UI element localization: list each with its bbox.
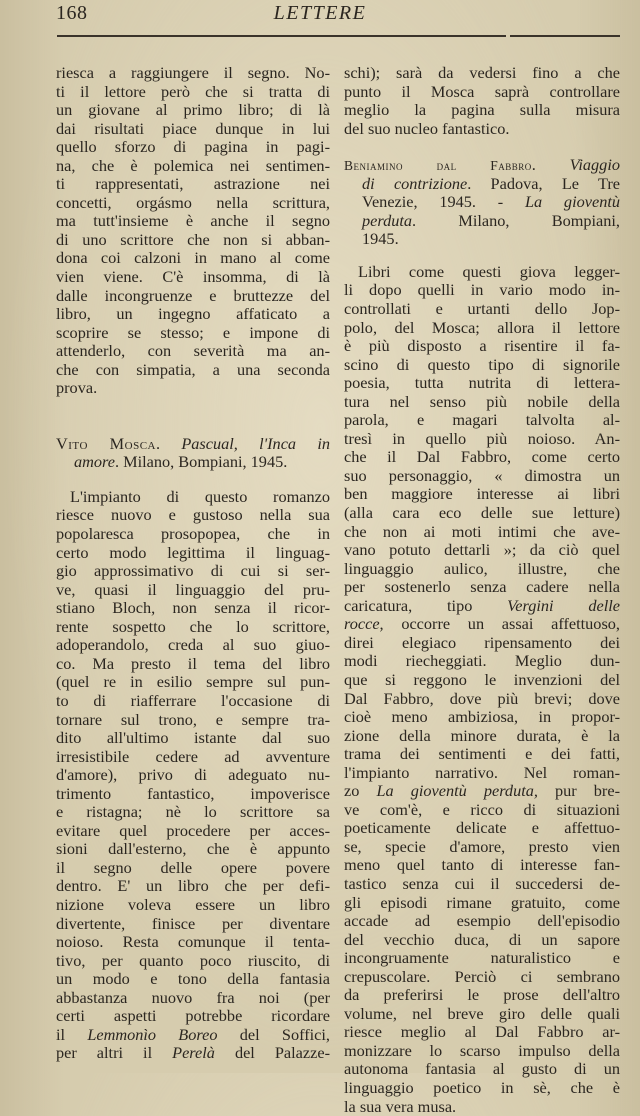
text: il <box>56 1024 88 1044</box>
text-line: incongruamente naturalistico e <box>344 948 620 968</box>
text-line: zione della minore durata, è la <box>344 725 620 745</box>
text-line: meglio la pagina sulla misura <box>344 100 620 120</box>
text-line: (alla cara eco delle sue letture) <box>344 503 620 523</box>
text-line: dai risultati piace dunque in lui <box>56 118 330 138</box>
left-para1 <box>56 64 330 398</box>
text-line: prova. <box>56 378 98 398</box>
text-line-gioventu <box>344 782 620 801</box>
spacer <box>344 138 620 156</box>
review-author: Beniamino dal Fabbro <box>344 158 532 174</box>
spacer <box>56 472 330 488</box>
text-line: linguaggio aulico, illustre, che <box>344 558 620 578</box>
heading-line <box>344 212 620 231</box>
text-line: Dal Fabbro, dove più brevi; dove <box>344 688 620 708</box>
text-line: scoprire se stesso; e impone di <box>56 322 330 342</box>
text-line: gli episodi rimane gratuito, come <box>344 892 620 912</box>
text-line: di uno scrittore che non si abban- <box>56 229 330 249</box>
text-line: modi riecheggiati. Meglio dun- <box>344 651 620 671</box>
text-line: nizione voleva essere un libro <box>56 894 330 914</box>
text-line: concetti, orgásmo nella scrittura, <box>56 192 330 212</box>
text-line: trama dei sentimenti e dei fatti, <box>344 744 620 764</box>
text-line: ma tutt'insieme è anche il segno <box>56 211 330 231</box>
spacer <box>344 249 620 263</box>
punct: . <box>412 210 459 230</box>
text-line: riesce meglio al Dal Fabbro ar- <box>344 1022 620 1042</box>
text-line: rente sospetto che lo scrittore, <box>56 616 330 636</box>
review-publication: Padova, Le Tre <box>490 173 620 193</box>
punct: . <box>467 173 491 193</box>
text-line: il segno delle opere povere <box>56 857 330 877</box>
text-line: da preferirsi le prose dell'altro <box>344 985 620 1005</box>
text-line: per sostenerlo senza cadere nella <box>344 577 620 597</box>
punct: . <box>115 452 124 472</box>
book-title: La gioventù perduta, <box>376 781 538 801</box>
review-title: Viaggio <box>569 155 620 175</box>
right-column <box>344 64 620 1116</box>
text-line: punto il Mosca saprà controllare <box>344 81 620 101</box>
text-line: trimento fantastico, impoverisce <box>56 783 330 803</box>
text-line: polo, del Mosca; allora il lettore <box>344 317 620 337</box>
review-heading-dal-fabbro <box>344 156 620 249</box>
header-rule-right <box>510 35 620 37</box>
text-line: certo modo legittima il linguag- <box>56 542 330 562</box>
book-title: Lemmonìo Boreo <box>87 1024 218 1044</box>
left-column <box>56 64 330 1063</box>
text-line: direi elegiaco ripensamento dei <box>344 632 620 652</box>
text-line: dalle incongruenze e bruttezze del <box>56 285 330 305</box>
text-line-rocce <box>344 615 620 634</box>
review-publication: Venezie, 1945. - <box>362 192 504 212</box>
text-line: d'amore), privo di adeguato nu- <box>56 765 330 785</box>
text-line: tornare sul trono, e sempre tra- <box>56 709 330 729</box>
text-line: Libri come questi giova legger- <box>358 261 620 281</box>
text-line-vergini <box>344 597 620 616</box>
text-line: che non ai moti intimi che ave- <box>344 521 620 541</box>
right-para2b <box>344 634 620 782</box>
text-line: schi); sarà da vedersi fino a che <box>344 63 620 82</box>
text-line: (quel re in esilio sempre sul pun- <box>56 672 330 692</box>
book-title: Vergini delle <box>507 595 620 615</box>
review-heading-mosca <box>56 435 330 472</box>
right-para2 <box>344 263 620 597</box>
review-title-cont: amore <box>74 452 115 472</box>
text-line: se, specie d'amore, presto vien <box>344 836 620 856</box>
text-line: noioso. Resta comunque il tenta- <box>56 932 330 952</box>
text-line: un modo e tono della fantasia <box>56 969 330 989</box>
text-line: e ristagna; nè lo scrittore sa <box>56 802 330 822</box>
text-line: quello sforzo di pagina in pagi- <box>56 137 330 157</box>
text-line: parola, e magari talvolta al- <box>344 410 620 430</box>
text-line: ti rappresentati, astrazione nei <box>56 174 330 194</box>
header-rule <box>57 35 506 37</box>
punct: . <box>531 155 570 175</box>
right-para1 <box>344 64 620 138</box>
text-line: vano potuto dettarli »; da ciò quel <box>344 540 620 560</box>
text-line: L'impianto di questo romanzo <box>70 486 330 506</box>
book-title: Perelà <box>172 1043 215 1063</box>
heading-line <box>56 453 330 472</box>
heading-line <box>344 230 620 249</box>
review-publication: Milano, Bompiani, <box>458 210 620 230</box>
text-line: ve com'è, e ricco di situazioni <box>344 799 620 819</box>
text-line: un giovane al primo libro; di là <box>56 100 330 120</box>
text-line: crepuscolare. Perciò ci sembrano <box>344 966 620 986</box>
text-line: poeticamente delicate e affettuo- <box>344 818 620 838</box>
text-line: sioni dall'esterno, che è appunto <box>56 839 330 859</box>
text-line: tivo, per quanto poco riuscito, di <box>56 950 330 970</box>
text-line: to di riafferrare l'occasione di <box>56 690 330 710</box>
text: caricatura, tipo <box>344 595 508 615</box>
heading-line <box>56 435 330 454</box>
text-line: que si reggono le invenzioni del <box>344 669 620 689</box>
text: del Soffici, <box>217 1024 330 1044</box>
review-title: Pascual, l'Inca in <box>181 433 330 453</box>
text-line: popolaresca prosopopea, che in <box>56 524 330 544</box>
text-line: evitare quel procedere per acces- <box>56 820 330 840</box>
page-number: 168 <box>56 2 88 24</box>
text-line: cioè meno ambiziosa, in propor- <box>344 707 620 727</box>
text-line: adoperandolo, creda al suo giuo- <box>56 635 330 655</box>
punct: . <box>155 433 182 453</box>
text-line: ben maggiore interesse ai libri <box>344 484 620 504</box>
text-line: vien viene. C'è insomma, di là <box>56 267 330 287</box>
text-line: accade ad esempio dell'episodio <box>344 911 620 931</box>
text-line: autonoma fantasia al gusto di un <box>344 1059 620 1079</box>
heading-line <box>344 193 620 212</box>
text-line: stiano Bloch, non senza il ricor- <box>56 598 330 618</box>
text-line: poesia, tutta nutrita di lettera- <box>344 373 620 393</box>
text-line: libro, un ingegno affaticato a <box>56 304 330 324</box>
review-author: Vito Mosca <box>56 433 156 453</box>
review-title: La gioventù <box>524 192 620 212</box>
text-line: ti il lettore però che si tratta di <box>56 81 330 101</box>
review-publication: Milano, Bompiani, 1945. <box>123 452 288 472</box>
text-line: volume, nel breve giro delle quali <box>344 1003 620 1023</box>
text-line: irresistibile cedere ad avventure <box>56 746 330 766</box>
text-line: dona coi calzoni in mano al come <box>56 248 330 268</box>
text-line: linguaggio poetico in sè, che è <box>344 1077 620 1097</box>
left-para2 <box>56 488 330 1026</box>
text-line: controllati e urtanti dello Jop- <box>344 299 620 319</box>
text-line: attenderlo, con severità ma an- <box>56 341 330 361</box>
text-line: co. Ma presto il tema del libro <box>56 653 330 673</box>
text-line: l'impianto narrativo. Nel roman- <box>344 762 620 782</box>
text-line: che il Dal Fabbro, come certo <box>344 447 620 467</box>
text-line: monizzare lo scarso impulso della <box>344 1040 620 1060</box>
text-line: gio approssimativo di cui si ser- <box>56 561 330 581</box>
text-line: scino di questo tipo di signorile <box>344 354 620 374</box>
spacer <box>56 398 330 435</box>
text-line: dito all'ultimo istante dal suo <box>56 728 330 748</box>
text: pur bre- <box>537 781 621 801</box>
text-line: la sua vera musa. <box>344 1096 457 1116</box>
right-para2c <box>344 801 620 1116</box>
text-line: abbastanza nuovo fra noi (per <box>56 987 330 1007</box>
text: zo <box>344 781 377 801</box>
book-title: rocce, <box>344 614 384 634</box>
text-line-lemmonio <box>56 1026 330 1045</box>
review-year: 1945. <box>362 229 399 249</box>
text-line: tastico senza cui il succedersi de- <box>344 873 620 893</box>
text-line: tura nel senso più nobile della <box>344 391 620 411</box>
text: occorre un assai affettuoso, <box>383 614 620 634</box>
text-line: che con simpatia, a una seconda <box>56 359 330 379</box>
text-line: tresì in quello più noioso. An- <box>344 428 620 448</box>
text-line: meno quel tanto di interesse fan- <box>344 855 620 875</box>
text-line: dentro. E' un libro che per defi- <box>56 876 330 896</box>
text-line: divertente, finisce per diventare <box>56 913 330 933</box>
text-line: riesce nuovo e gustoso nella sua <box>56 505 330 525</box>
text-line: na, che è polemica nei sentimen- <box>56 155 330 175</box>
heading-line <box>344 156 620 175</box>
text-line: riesca a raggiungere il segno. No- <box>56 63 330 82</box>
running-title: LETTERE <box>273 2 367 24</box>
text-line: certi aspetti potrebbe ricordare <box>56 1006 330 1026</box>
review-title-cont: perduta <box>362 210 413 230</box>
text-line: li dopo quelli in vario modo in- <box>344 280 620 300</box>
text: del Palazze- <box>214 1043 330 1063</box>
text-line: suo personaggio, « dimostra un <box>344 465 620 485</box>
heading-line <box>344 175 620 194</box>
text: per altri il <box>56 1043 173 1063</box>
text-line-perela <box>56 1044 330 1063</box>
text-line: è più disposto a risentire il fa- <box>344 336 620 356</box>
review-title-cont: di contrizione <box>362 173 468 193</box>
text-line: del suo nucleo fantastico. <box>344 118 510 138</box>
text-line: del vecchio duca, di un sapore <box>344 929 620 949</box>
text-line: ve, quasi il linguaggio del pru- <box>56 579 330 599</box>
